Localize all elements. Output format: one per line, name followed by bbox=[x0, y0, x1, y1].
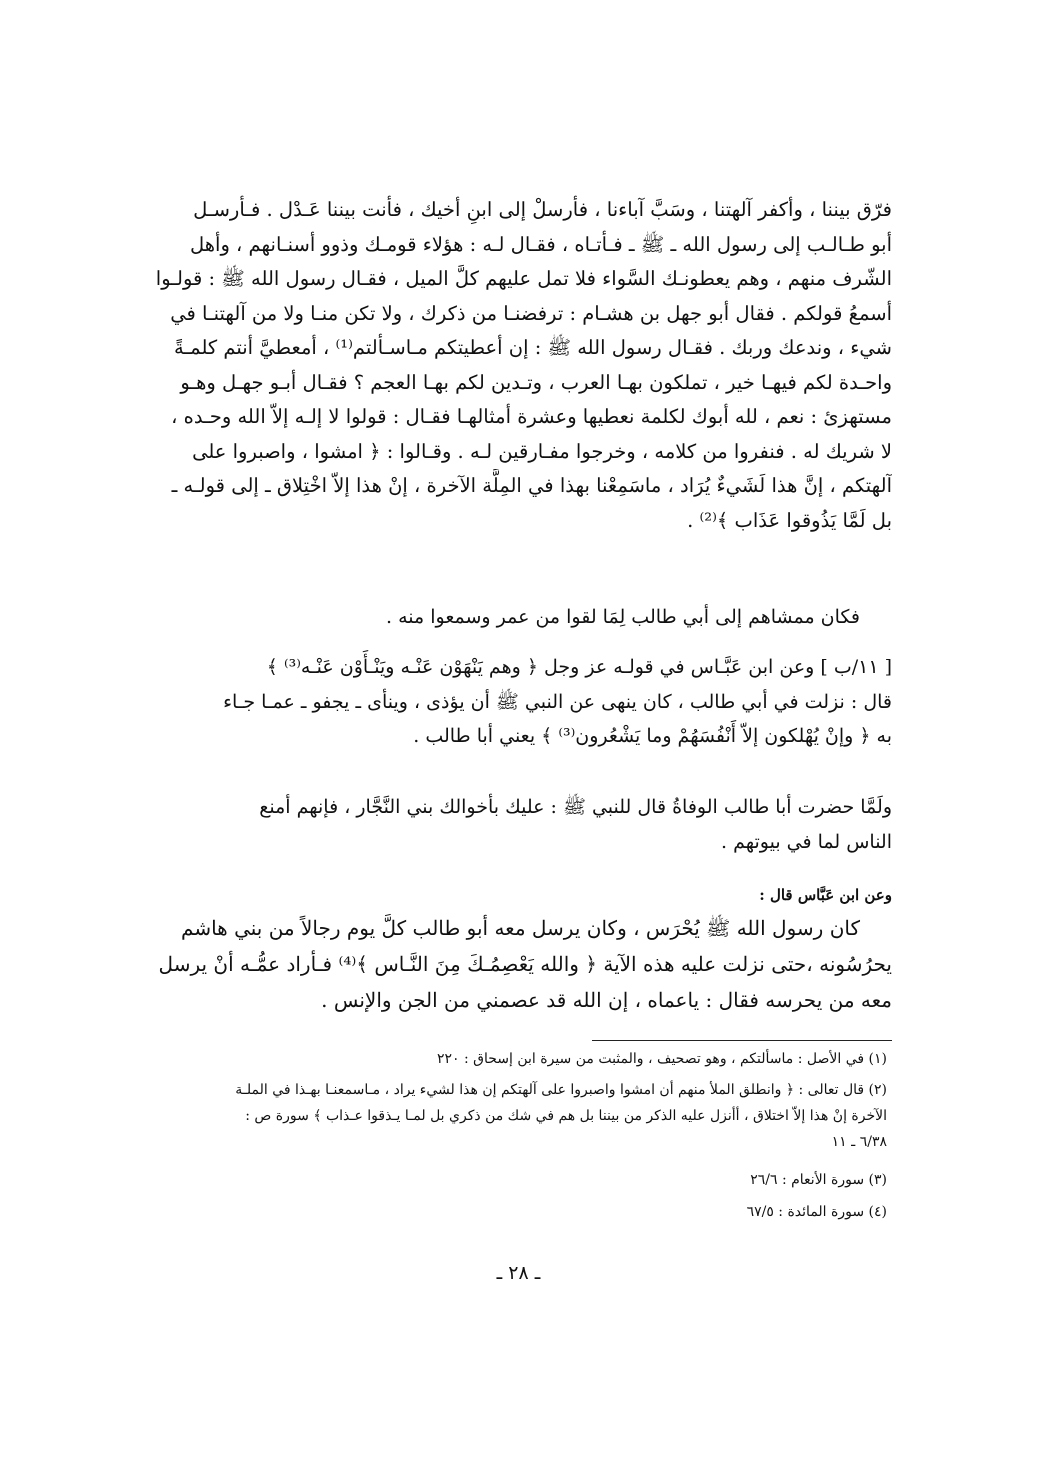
text-line: ولَمَّا حضرت أبا طالب الوفاةُ قال للنبي ﷺ : عليك بأخوالك بني النَّجَّار ، فإنهم أمنع bbox=[259, 796, 892, 818]
footnote-line: (١) في الأصل : ماسألتكم ، وهو تصحيف ، والمثبت من سيرة ابن إسحاق : ٢٢٠ bbox=[436, 1051, 887, 1067]
text-line: مستهزئ : نعم ، لله أبوك لكلمة نعطيها وعشرة أمثالهـا فقـال : قولوا لا إلـه إلاّ الله وحـده ، bbox=[171, 405, 892, 428]
text-line: الشّرف منهم ، وهم يعطونـك السَّواء فلا تمل عليهم كلَّ الميل ، فقـال رسول الله ﷺ : قولـوا bbox=[155, 267, 892, 290]
text-line: آلهتكم ، إنَّ هذا لَشَيءٌ يُرَاد ، ماسَمِعْنا بهذا في المِلَّة الآخرة ، إنْ هذا إلاّ اخْتِلاق ـ إلى قولـه ـ bbox=[171, 474, 892, 497]
footnote-line: ٦/٣٨ ـ ١١ bbox=[831, 1134, 887, 1150]
footnote-2 bbox=[147, 1077, 887, 1155]
text-line: معه من يحرسه فقال : ياعماه ، إن الله قد عصمني من الجن والإنس . bbox=[321, 988, 892, 1012]
text-line: يحرُسُونه ،حتى نزلت عليه هذه الآية ﴿ والله يَعْصِمُـكَ مِنَ النَّـاس ﴾⁽⁴⁾ فـأراد عمُّـه أنْ يرسل bbox=[158, 952, 892, 976]
text-line: [ ١١/ب ] وعن ابن عَبَّـاس في قولـه عز وجل ﴿ وهم يَنْهَوْن عَنْـه ويَنْـأَوْن عَنْـه⁽³⁾ ﴾ bbox=[266, 656, 892, 678]
text-line: به ﴿ وإنْ يُهْلكون إلاّ أَنْفُسَهُمْ وما يَشْعُرون⁽³⁾ ﴾ يعني أبا طالب . bbox=[413, 725, 892, 747]
text-line: واحـدة لكم فيهـا خير ، تملكون بهـا العرب ، وتـدين لكم بهـا العجم ؟ فقـال أبـو جهـل وهـو bbox=[180, 370, 892, 394]
text-line: الناس لما في بيوتهم . bbox=[721, 830, 892, 853]
footnote-line: (٤) سورة المائدة : ٦٧/٥ bbox=[746, 1204, 887, 1220]
footnote-divider bbox=[592, 1040, 892, 1041]
footnote-4 bbox=[147, 1199, 887, 1225]
footnote-1 bbox=[147, 1046, 887, 1072]
text-line: لا شريك له . فنفروا من كلامه ، وخرجوا مفـارقين لـه . وقـالوا : ﴿ امشوا ، واصبروا على bbox=[192, 439, 892, 463]
paragraph-guarding bbox=[147, 910, 892, 1018]
text-line: شيء ، وندعك وربك . فقـال رسول الله ﷺ : إن أعطيتكم مـاسـألتم⁽¹⁾ ، أمعطيَّ أنتم كلمـةً bbox=[174, 336, 892, 359]
heading-text: وعن ابن عَبَّاس قال : bbox=[759, 886, 892, 904]
page-number: ـ ٢٨ ـ bbox=[496, 1262, 541, 1284]
footnote-line: الآخرة إنْ هذا إلاّ اختلاق ، أأنزل عليه الذكر من بيننا بل هم في شك من ذكري بل لمـا يـذقوا عـذاب ﴾ سورة ص : bbox=[245, 1108, 887, 1124]
footnote-line: (٢) قال تعالى : ﴿ وانطلق الملأ منهم أن امشوا واصبروا على آلهتكم إن هذا لشيء يراد ، مـاسمعنـا بهـذا في الملـة bbox=[235, 1082, 887, 1098]
footnote-3 bbox=[147, 1167, 887, 1193]
paragraph-abu-talib-death bbox=[147, 790, 892, 859]
text-line: أسمعُ قولكم . فقال أبو جهل بن هشـام : ترفضنـا من ذكرك ، ولا تكن منـا ولا من آلهتنـا في bbox=[170, 301, 892, 325]
text-line: فكان ممشاهم إلى أبي طالب لِمَا لقوا من عمر وسمعوا منه . bbox=[386, 606, 860, 628]
text-line: بل لَمَّا يَذُوقوا عَذَاب ﴾⁽²⁾ . bbox=[687, 508, 892, 532]
text-line: قال : نزلت في أبي طالب ، كان ينهى عن النبي ﷺ أن يؤذى ، وينأى ـ يجفو ـ عمـا جـاء bbox=[223, 690, 892, 713]
paragraph-meetings bbox=[147, 600, 892, 635]
paragraph-ibn-abbas-verse bbox=[147, 650, 892, 754]
text-line: فرّق بيننا ، وأكفر آلهتنا ، وسَبَّ آباءنا ، فأرسلْ إلى ابنِ أخيك ، فأنت بيننا عَـدْل . فـأرسـل bbox=[193, 198, 892, 221]
text-line: كان رسول الله ﷺ يُحْرَس ، وكان يرسل معه أبو طالب كلَّ يوم رجالاً من بني هاشم bbox=[181, 916, 860, 940]
footnote-line: (٣) سورة الأنعام : ٢٦/٦ bbox=[750, 1172, 887, 1188]
text-line: أبو طـالـب إلى رسول الله ـ ﷺ ـ فـأتـاه ، فقـال لـه : هؤلاء قومـك وذوو أسنـانهم ، وأهل bbox=[189, 232, 892, 256]
main-paragraph bbox=[147, 193, 892, 538]
section-heading bbox=[147, 878, 892, 913]
